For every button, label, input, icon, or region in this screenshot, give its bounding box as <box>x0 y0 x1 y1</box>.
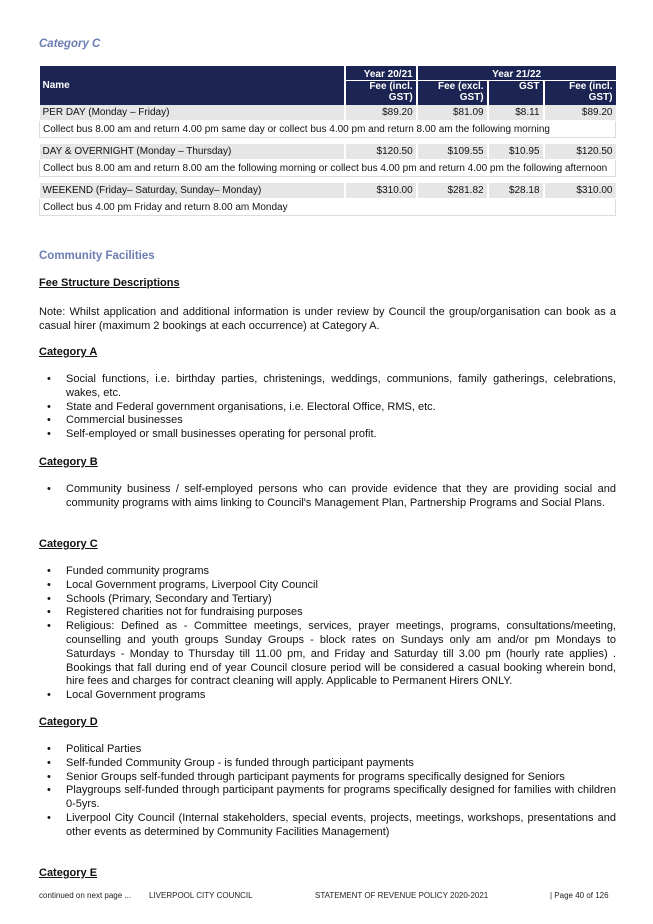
row-fee-2021: $310.00 <box>345 183 417 199</box>
fee-structure-heading: Fee Structure Descriptions <box>39 277 180 289</box>
bullet-icon: • <box>47 620 51 633</box>
list-item: • Self-employed or small businesses operating for personal profit. <box>47 428 377 441</box>
header-fee-incl-2: Fee (incl. GST) <box>544 81 616 106</box>
category-a-heading: Category A <box>39 346 98 358</box>
row-name: PER DAY (Monday – Friday) <box>40 105 345 121</box>
list-item: • State and Federal government organisations, i.e. Electoral Office, RMS, etc. <box>47 400 436 413</box>
list-item: • Social functions, i.e. birthday parties, christenings, weddings, communions, family gatherings, celebrations, wakes, etc. <box>47 373 616 399</box>
list-item: • Religious: Defined as - Committee meetings, services, prayer meetings, programs, consultations/meeting, counselling and youth groups Sunday Groups - block rates on Sundays only am and/or pm Mondays to Saturdays - Monday to Thursday till 11.00 pm, and Friday and Saturday till 3.00 pm (hourly rate applies) . Bookings that fall during end of year Council closure period will be considered a casual booking wherein bond, hire fees and charges for contract cleaning will apply. Applicable to Permanent Hirers ONLY. <box>47 620 616 688</box>
bullet-icon: • <box>47 743 51 755</box>
category-b-list <box>39 483 616 511</box>
row-fee-excl: $81.09 <box>417 105 488 121</box>
bullet-icon: • <box>47 756 51 769</box>
header-name: Name <box>40 66 345 105</box>
row-name: DAY & OVERNIGHT (Monday – Thursday) <box>40 144 345 160</box>
bullet-icon: • <box>47 592 51 605</box>
list-item: • Liverpool City Council (Internal stakeholders, special events, projects, meetings, workshops, presentations and other events as determined by Community Facilities Management) <box>47 811 616 838</box>
list-item: • Funded community programs <box>47 565 210 577</box>
header-year1: Year 20/21 <box>345 66 417 81</box>
row-gst: $8.11 <box>488 105 544 121</box>
list-item: • Schools (Primary, Secondary and Tertiary) <box>47 592 272 605</box>
row-fee-2021: $120.50 <box>345 144 417 160</box>
note-paragraph: Note: Whilst application and additional information is under review by Council the group/organisation can book as a casual hirer (maximum 2 bookings at each occurrence) at Category A. <box>39 306 616 332</box>
row-fee-incl: $89.20 <box>544 105 616 121</box>
category-b-heading: Category B <box>39 456 98 468</box>
bullet-icon: • <box>47 811 51 824</box>
footer-statement: STATEMENT OF REVENUE POLICY 2020-2021 <box>315 891 489 900</box>
header-fee-excl: Fee (excl. GST) <box>417 81 488 106</box>
bullet-icon: • <box>47 414 51 427</box>
table-row <box>40 105 616 121</box>
list-item: • Registered charities not for fundraising purposes <box>47 606 303 619</box>
list-item: • Community business / self-employed persons who can provide evidence that they are providing social and community programs with aims linking to Council's Management Plan, Partnership Programs and Social Plans. <box>47 483 616 509</box>
row-note: Collect bus 4.00 pm Friday and return 8.00 am Monday <box>40 199 616 216</box>
row-note: Collect bus 8.00 am and return 8.00 am the following morning or collect bus 4.00 pm and return 4.00 pm the following afternoon <box>40 160 616 177</box>
category-a-list <box>39 373 616 442</box>
bullet-icon: • <box>47 483 51 495</box>
footer-council: LIVERPOOL CITY COUNCIL <box>149 891 253 900</box>
category-d-list <box>39 743 616 840</box>
category-c-list <box>39 565 616 703</box>
list-item: • Commercial businesses <box>47 414 183 427</box>
row-fee-incl: $310.00 <box>544 183 616 199</box>
bullet-icon: • <box>47 784 51 797</box>
header-gst: GST <box>488 81 544 106</box>
bullet-icon: • <box>47 606 51 619</box>
list-item: • Senior Groups self-funded through participant payments for programs specifically designed for Seniors <box>47 770 565 783</box>
bullet-icon: • <box>47 428 51 441</box>
list-item: • Playgroups self-funded through participant payments for programs specifically designed for families with children 0-5yrs. <box>47 784 616 811</box>
footer-continued: continued on next page ... <box>39 891 132 900</box>
row-gst: $28.18 <box>488 183 544 199</box>
row-fee-incl: $120.50 <box>544 144 616 160</box>
community-facilities-title: Community Facilities <box>39 250 155 262</box>
list-item: • Local Government programs <box>47 689 206 702</box>
row-fee-excl: $109.55 <box>417 144 488 160</box>
list-item: • Political Parties <box>47 743 142 755</box>
header-year2: Year 21/22 <box>417 66 616 81</box>
bullet-icon: • <box>47 565 51 577</box>
row-gst: $10.95 <box>488 144 544 160</box>
bullet-icon: • <box>47 578 51 591</box>
footer-page-number: | Page 40 of 126 <box>550 891 609 900</box>
row-note: Collect bus 8.00 am and return 4.00 pm same day or collect bus 4.00 pm and return 8.00 am the following morning <box>40 121 616 138</box>
bullet-icon: • <box>47 400 51 413</box>
row-name: WEEKEND (Friday– Saturday, Sunday– Monday) <box>40 183 345 199</box>
header-fee-incl-1: Fee (incl. GST) <box>345 81 417 106</box>
table-row <box>40 144 616 160</box>
category-e-heading: Category E <box>39 867 98 879</box>
list-item: • Self-funded Community Group - is funded through participant payments <box>47 756 414 769</box>
bullet-icon: • <box>47 770 51 783</box>
list-item: • Local Government programs, Liverpool City Council <box>47 578 318 591</box>
bullet-icon: • <box>47 689 51 702</box>
category-c-heading: Category C <box>39 38 101 50</box>
row-fee-2021: $89.20 <box>345 105 417 121</box>
bullet-icon: • <box>47 373 51 385</box>
row-fee-excl: $281.82 <box>417 183 488 199</box>
table-row <box>40 183 616 199</box>
category-c-subheading: Category C <box>39 538 98 550</box>
category-d-heading: Category D <box>39 716 98 728</box>
bus-hire-fee-table <box>39 66 616 216</box>
